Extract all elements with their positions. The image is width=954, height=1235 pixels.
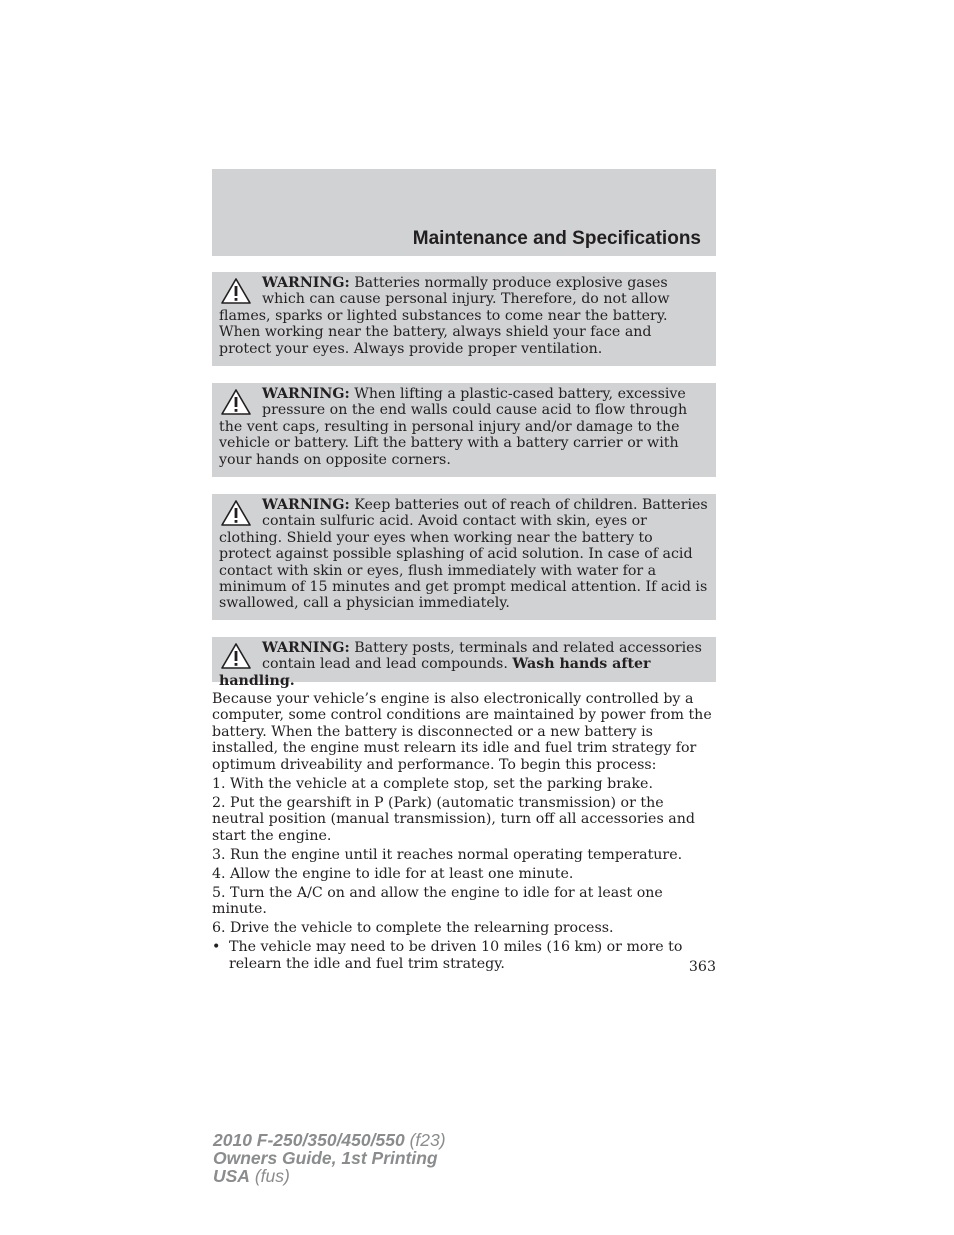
warning-label: WARNING: xyxy=(262,386,350,402)
intro-paragraph: Because your vehicle’s engine is also electronically controlled by a computer, some control conditions are maintained by power from the battery. When the battery is disconnected or a new battery is installed, the engine must relearn its idle and fuel trim strategy for optimum driveability and performance. To begin this process: xyxy=(212,691,712,773)
footer-line-3 xyxy=(213,1167,446,1185)
footer-model-code: (f23) xyxy=(404,1130,446,1150)
warning-label: WARNING: xyxy=(262,497,350,513)
warning-text: Batteries normally produce explosive gases which can cause personal injury. Therefore, do not allow flames, sparks or lighted substances to come near the battery. When working near the battery, always shield your face and protect your eyes. Always provide proper ventilation. xyxy=(219,275,670,357)
step-4: 4. Allow the engine to idle for at least one minute. xyxy=(212,865,574,882)
section-header xyxy=(212,169,716,256)
warning-label: WARNING: xyxy=(262,640,350,656)
bullet-icon: • xyxy=(212,939,221,956)
footer-model: 2010 F-250/350/450/550 xyxy=(213,1130,405,1150)
body-text xyxy=(212,691,716,972)
warning-box-children-acid xyxy=(212,494,716,620)
step-5: 5. Turn the A/C on and allow the engine to idle for at least one minute. xyxy=(212,884,663,918)
warning-triangle-icon xyxy=(220,277,252,305)
section-title: Maintenance and Specifications xyxy=(412,228,701,249)
step-3: 3. Run the engine until it reaches normal operating temperature. xyxy=(212,846,683,863)
warning-triangle-icon xyxy=(220,499,252,527)
step-2: 2. Put the gearshift in P (Park) (automatic transmission) or the neutral position (manual transmission), turn off all accessories and start the engine. xyxy=(212,795,695,844)
footer xyxy=(213,1131,446,1185)
footer-line-1 xyxy=(213,1131,446,1149)
warning-text: Battery posts, terminals and related accessories contain lead and lead compounds. xyxy=(262,640,702,673)
step-6: 6. Drive the vehicle to complete the relearning process. xyxy=(212,920,614,937)
footer-market-code: (fus) xyxy=(249,1166,290,1186)
footer-line-2: Owners Guide, 1st Printing xyxy=(213,1148,438,1168)
warning-text: When lifting a plastic-cased battery, excessive pressure on the end walls could cause acid to flow through the vent caps, resulting in personal injury and/or damage to the vehicle or battery. Lift the battery with a battery carrier or with your hands on opposite corners. xyxy=(219,386,688,468)
warning-text: Keep batteries out of reach of children. Batteries contain sulfuric acid. Avoid contact with skin, eyes or clothing. Shield your eyes when working near the battery to protect against possible splashing of acid solution. In case of acid contact with skin or eyes, flush immediately with water for a minimum of 15 minutes and get prompt medical attention. If acid is swallowed, call a physician immediately. xyxy=(219,497,708,612)
warning-label: WARNING: xyxy=(262,275,350,291)
warning-triangle-icon xyxy=(220,642,252,670)
page-number: 363 xyxy=(688,959,716,975)
bullet-text: The vehicle may need to be driven 10 miles (16 km) or more to relearn the idle and fuel trim strategy. xyxy=(229,939,683,972)
warning-bold-text: Wash hands after handling. xyxy=(219,656,651,689)
footer-market: USA xyxy=(213,1166,250,1186)
bullet-item xyxy=(212,939,716,972)
step-1: 1. With the vehicle at a complete stop, set the parking brake. xyxy=(212,776,653,793)
warning-triangle-icon xyxy=(220,388,252,416)
warning-box-lead xyxy=(212,637,716,689)
warning-box-lifting-battery xyxy=(212,383,716,477)
warning-box-explosive-gases xyxy=(212,272,716,366)
